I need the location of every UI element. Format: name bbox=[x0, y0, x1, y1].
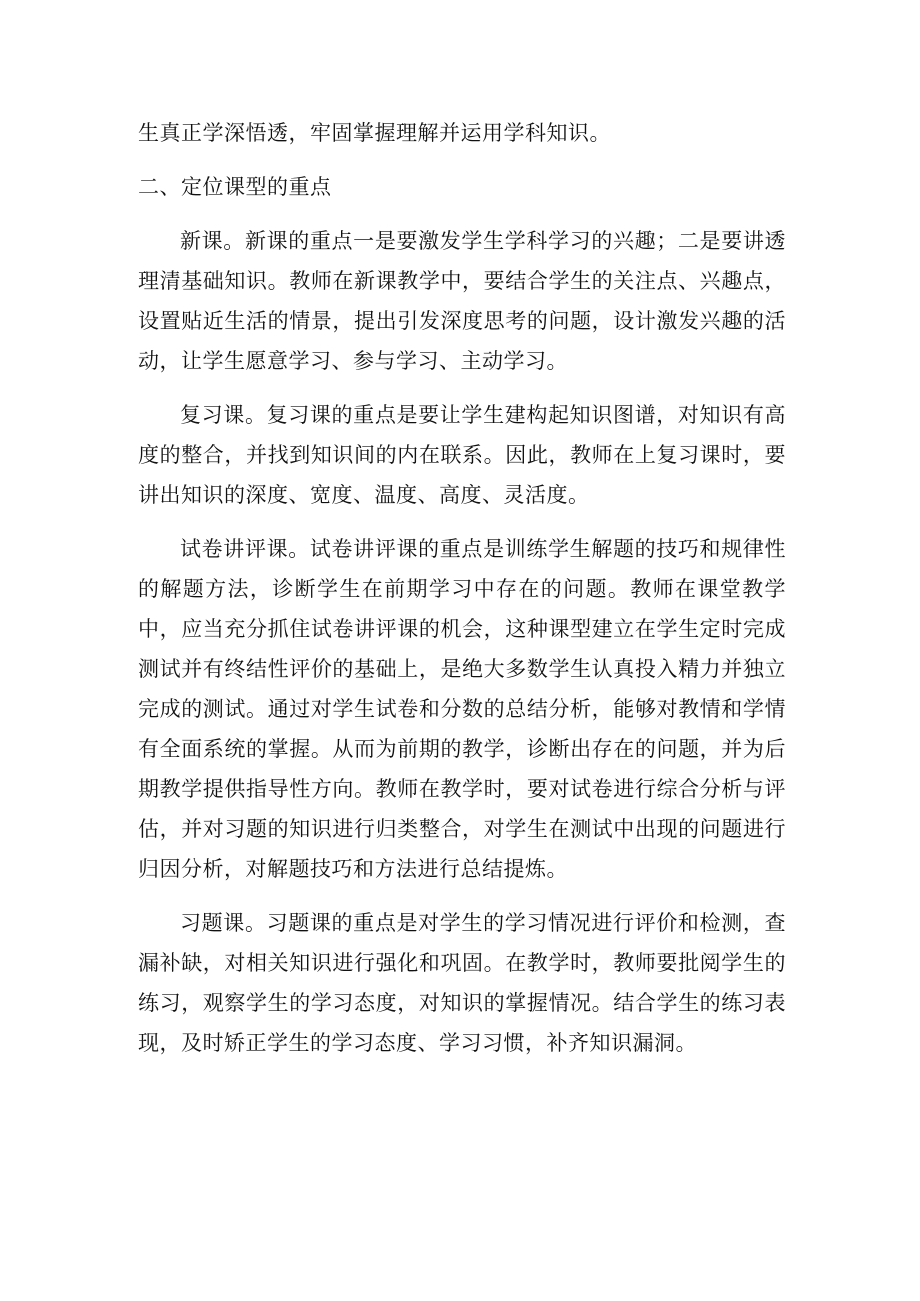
section-heading: 二、定位课型的重点 bbox=[138, 175, 332, 199]
paragraph-review-lesson: 复习课。复习课的重点是要让学生建构起知识图谱，对知识有高度的整合，并找到知识间的内在联系。因此，教师在上复习课时，要讲出知识的深度、宽度、温度、高度、灵活度。 bbox=[138, 403, 786, 507]
paragraph-exercise-lesson: 习题课。习题课的重点是对学生的学习情况进行评价和检测，查漏补缺，对相关知识进行强化和巩固。在教学时，教师要批阅学生的练习，观察学生的学习态度，对知识的掌握情况。结合学生的练习表现，及时矫正学生的学习态度、学习习惯，补齐知识漏洞。 bbox=[138, 911, 786, 1055]
paragraph-continuation: 生真正学深悟透，牢固掌握理解并运用学科知识。 bbox=[138, 121, 611, 145]
document-page bbox=[138, 113, 786, 1063]
paragraph-exam-review-lesson: 试卷讲评课。试卷讲评课的重点是训练学生解题的技巧和规律性的解题方法，诊断学生在前期学习中存在的问题。教师在课堂教学中，应当充分抓住试卷讲评课的机会，这种课型建立在学生定时完成测试并有终结性评价的基础上，是绝大多数学生认真投入精力并独立完成的测试。通过对学生试卷和分数的总结分析，能够对教情和学情有全面系统的掌握。从而为前期的教学，诊断出存在的问题，并为后期教学提供指导性方向。教师在教学时，要对试卷进行综合分析与评估，并对习题的知识进行归类整合，对学生在测试中出现的问题进行归因分析，对解题技巧和方法进行总结提炼。 bbox=[138, 537, 786, 881]
paragraph-new-lesson: 新课。新课的重点一是要激发学生学科学习的兴趣；二是要讲透理清基础知识。教师在新课教学中，要结合学生的关注点、兴趣点，设置贴近生活的情景，提出引发深度思考的问题，设计激发兴趣的活动，让学生愿意学习、参与学习、主动学习。 bbox=[138, 229, 786, 373]
